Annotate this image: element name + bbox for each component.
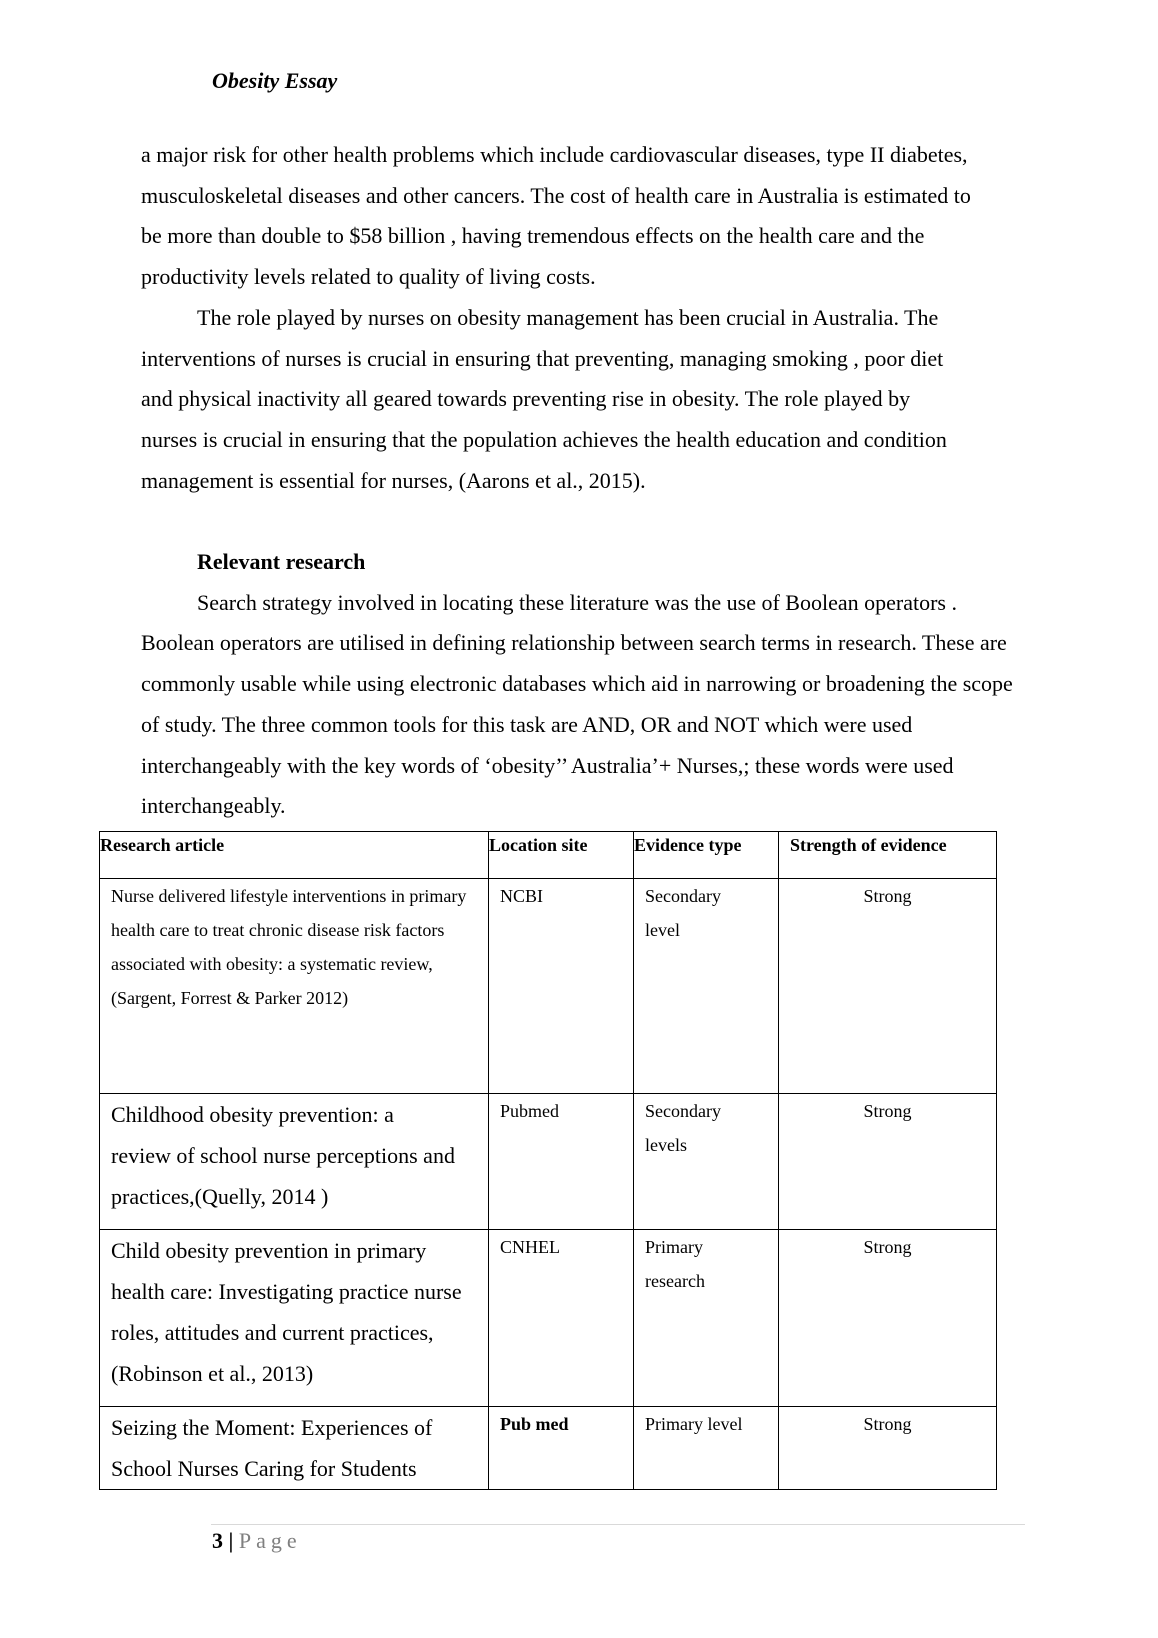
- paragraph: a major risk for other health problems which include cardiovascular diseases, type II diabetes, musculoskeletal diseases and other cancers. The cost of health care in Australia is estimated to be more than double to $58 billion , having tremendous effects on the health care and the productivity levels related to quality of living costs.: [141, 142, 971, 290]
- cell-strength: Strong: [779, 1094, 997, 1230]
- footer-separator: |: [228, 1528, 234, 1553]
- cell-strength: Strong: [779, 1230, 997, 1407]
- table-row: [100, 1094, 997, 1230]
- table-header-row: [100, 832, 997, 879]
- table-row: [100, 879, 997, 1094]
- cell-strength: Strong: [779, 1407, 997, 1490]
- page-label: Page: [238, 1528, 302, 1553]
- page-footer: [212, 1528, 302, 1554]
- cell-article: Childhood obesity prevention: a review of school nurse perceptions and practices,(Quelly, 2014 ): [100, 1094, 489, 1230]
- cell-strength: Strong: [779, 879, 997, 1094]
- cell-article: Child obesity prevention in primary health care: Investigating practice nurse roles, attitudes and current practices, (Robinson et al., 2013): [100, 1230, 489, 1407]
- cell-location: Pub med: [489, 1407, 634, 1490]
- column-header: Evidence type: [634, 832, 779, 879]
- cell-location: CNHEL: [489, 1230, 634, 1407]
- cell-evidence: Primary research: [634, 1230, 779, 1407]
- column-header: Location site: [489, 832, 634, 879]
- paragraph: The role played by nurses on obesity management has been crucial in Australia. The interventions of nurses is crucial in ensuring that preventing, managing smoking , poor diet and physical inactivity all geared towards preventing rise in obesity. The role played by nurses is crucial in ensuring that the population achieves the health education and condition management is essential for nurses, (Aarons et al., 2015).: [141, 304, 947, 493]
- cell-evidence: Primary level: [634, 1407, 779, 1490]
- table-row: [100, 1230, 997, 1407]
- column-header: Research article: [100, 832, 489, 879]
- table-row: [100, 1407, 997, 1490]
- page-number: 3: [212, 1528, 223, 1553]
- cell-article: Seizing the Moment: Experiences of School Nurses Caring for Students: [100, 1407, 489, 1490]
- cell-evidence: Secondary level: [634, 879, 779, 1094]
- paragraph: Search strategy involved in locating these literature was the use of Boolean operators . Boolean operators are utilised in defining relationship between search terms in research. These are commonly usable while using electronic databases which aid in narrowing or broadening the scope of study. The three common tools for this task are AND, OR and NOT which were used interchangeably with the key words of ‘obesity’’ Australia’+ Nurses,; these words were used interchangeably.: [141, 589, 1013, 819]
- document-body: [141, 135, 1041, 827]
- footer-divider: [211, 1524, 1025, 1525]
- research-table: [99, 831, 997, 1490]
- document-header-title: Obesity Essay: [212, 68, 338, 93]
- section-heading: Relevant research: [197, 549, 366, 575]
- cell-evidence: Secondary levels: [634, 1094, 779, 1230]
- cell-article: Nurse delivered lifestyle interventions in primary health care to treat chronic disease risk factors associated with obesity: a systematic review, (Sargent, Forrest & Parker 2012): [100, 879, 489, 1094]
- cell-location: Pubmed: [489, 1094, 634, 1230]
- column-header: Strength of evidence: [779, 832, 997, 879]
- cell-location: NCBI: [489, 879, 634, 1094]
